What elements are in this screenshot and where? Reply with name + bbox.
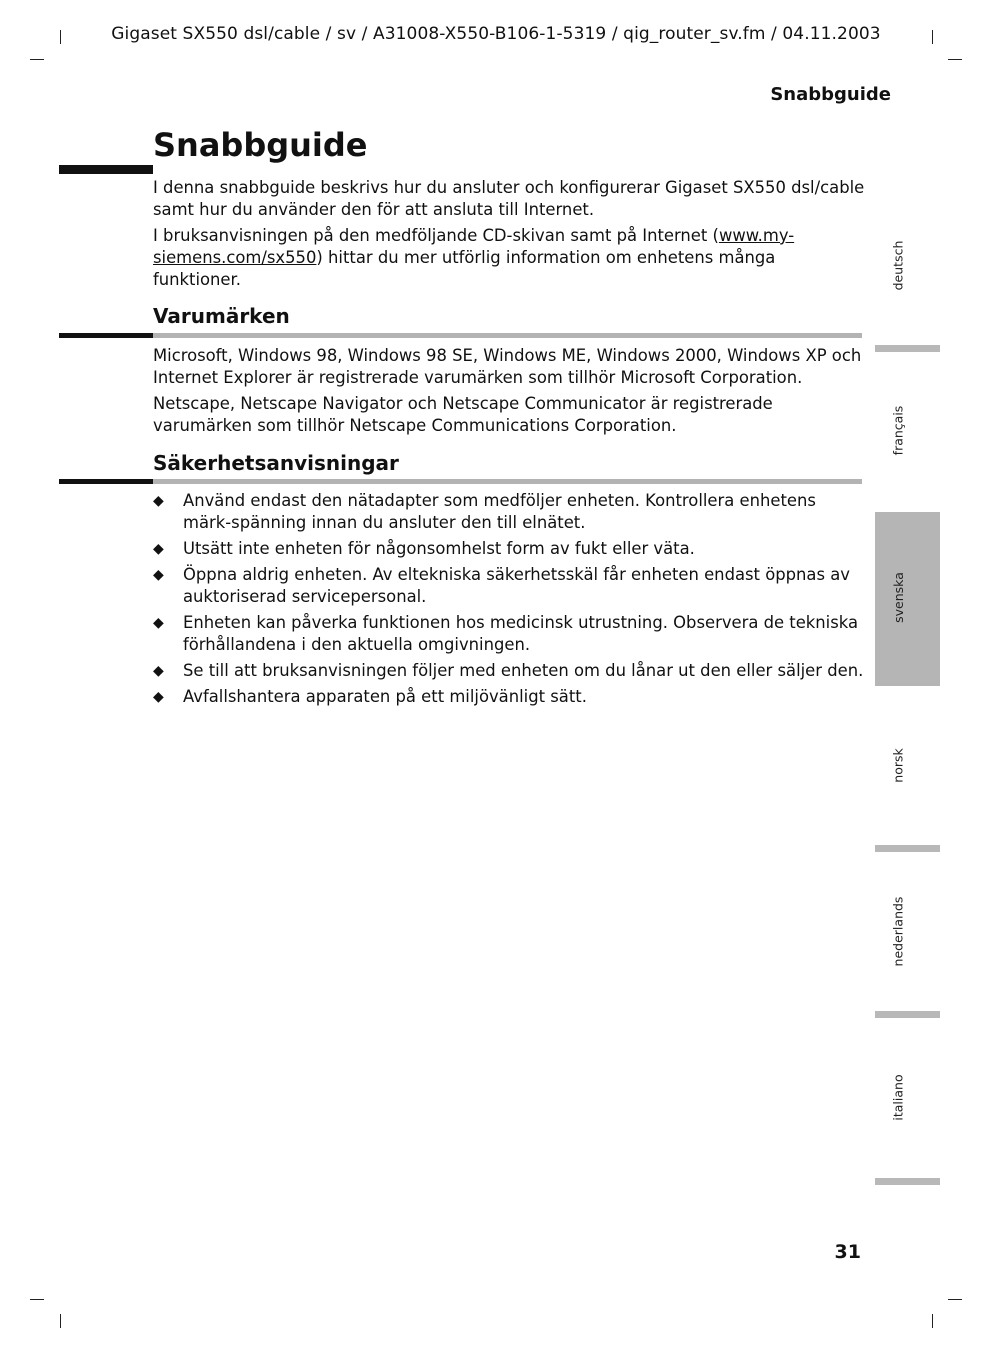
page-number: 31 — [834, 1241, 861, 1263]
tab-separator — [875, 1011, 940, 1018]
list-item-text: Öppna aldrig enheten. Av eltekniska säkerhetsskäl får enheten endast öppnas av auktoriserad servicepersonal. — [183, 565, 850, 606]
diamond-bullet-icon: ◆ — [153, 567, 164, 583]
crop-mark — [60, 1314, 61, 1328]
language-tab-norsk[interactable]: norsk — [890, 747, 906, 783]
running-head: Snabbguide — [770, 84, 891, 105]
crop-mark — [948, 1299, 962, 1300]
list-item — [153, 660, 865, 682]
language-tab-francais[interactable]: français — [890, 405, 906, 455]
language-tab-svenska[interactable]: svenska — [890, 571, 906, 623]
siemens-link[interactable]: www.my-siemens.com/sx550 — [153, 226, 795, 267]
tab-separator — [875, 845, 940, 852]
list-item — [153, 538, 865, 560]
list-item — [153, 612, 865, 656]
section-bar — [59, 333, 153, 338]
safety-list — [153, 490, 865, 712]
title-bar — [59, 165, 153, 174]
page-title: Snabbguide — [153, 126, 368, 164]
diamond-bullet-icon: ◆ — [153, 663, 164, 679]
diamond-bullet-icon: ◆ — [153, 615, 164, 631]
intro-paragraph-1: I denna snabbguide beskrivs hur du ansluter och konfigurerar Gigaset SX550 dsl/cable samt hur du använder den för att ansluta till Internet. — [153, 178, 865, 219]
list-item-text: Enheten kan påverka funktionen hos medicinsk utrustning. Observera de tekniska förhållandena i den aktuella omgivningen. — [183, 613, 859, 654]
list-item — [153, 564, 865, 608]
tab-separator — [875, 345, 940, 352]
language-tab-nederlands[interactable]: nederlands — [890, 896, 906, 966]
diamond-bullet-icon: ◆ — [153, 541, 164, 557]
list-item — [153, 686, 865, 708]
diamond-bullet-icon: ◆ — [153, 689, 164, 705]
list-item-text: Använd endast den nätadapter som medföljer enheten. Kontrollera enhetens märk-spänning innan du ansluter den till elnätet. — [183, 491, 816, 532]
intro-text-before: I bruksanvisningen på den medföljande CD-skivan samt på Internet ( — [153, 226, 719, 245]
crop-mark — [30, 1299, 44, 1300]
trademarks-paragraph-2: Netscape, Netscape Navigator och Netscape Communicator är registrerade varumärken som tillhör Netscape Communications Corporation. — [153, 394, 773, 435]
language-tab-deutsch[interactable]: deutsch — [890, 240, 906, 290]
list-item-text: Avfallshantera apparaten på ett miljövänligt sätt. — [183, 687, 587, 706]
crop-mark — [30, 59, 44, 60]
crop-mark — [932, 30, 933, 44]
list-item — [153, 490, 865, 534]
section-rule — [153, 333, 862, 338]
section-rule — [153, 479, 862, 484]
trademarks-paragraph-1: Microsoft, Windows 98, Windows 98 SE, Windows ME, Windows 2000, Windows XP och Internet Explorer är registrerade varumärken som tillhör Microsoft Corporation. — [153, 346, 862, 387]
tab-separator — [875, 1178, 940, 1185]
intro-text-after: ) hittar du mer utförlig information om enhetens många funktioner. — [153, 248, 776, 289]
document-header: Gigaset SX550 dsl/cable / sv / A31008-X550-B106-1-5319 / qig_router_sv.fm / 04.11.2003 — [111, 24, 881, 44]
language-tab-italiano[interactable]: italiano — [890, 1073, 906, 1121]
section-bar — [59, 479, 153, 484]
trademarks-heading: Varumärken — [153, 304, 290, 328]
crop-mark — [948, 59, 962, 60]
list-item-text: Se till att bruksanvisningen följer med enheten om du lånar ut den eller säljer den. — [183, 661, 864, 680]
crop-mark — [932, 1314, 933, 1328]
safety-heading: Säkerhetsanvisningar — [153, 451, 399, 475]
list-item-text: Utsätt inte enheten för någonsomhelst form av fukt eller väta. — [183, 539, 695, 558]
intro-paragraph-2 — [153, 225, 865, 291]
diamond-bullet-icon: ◆ — [153, 493, 164, 509]
